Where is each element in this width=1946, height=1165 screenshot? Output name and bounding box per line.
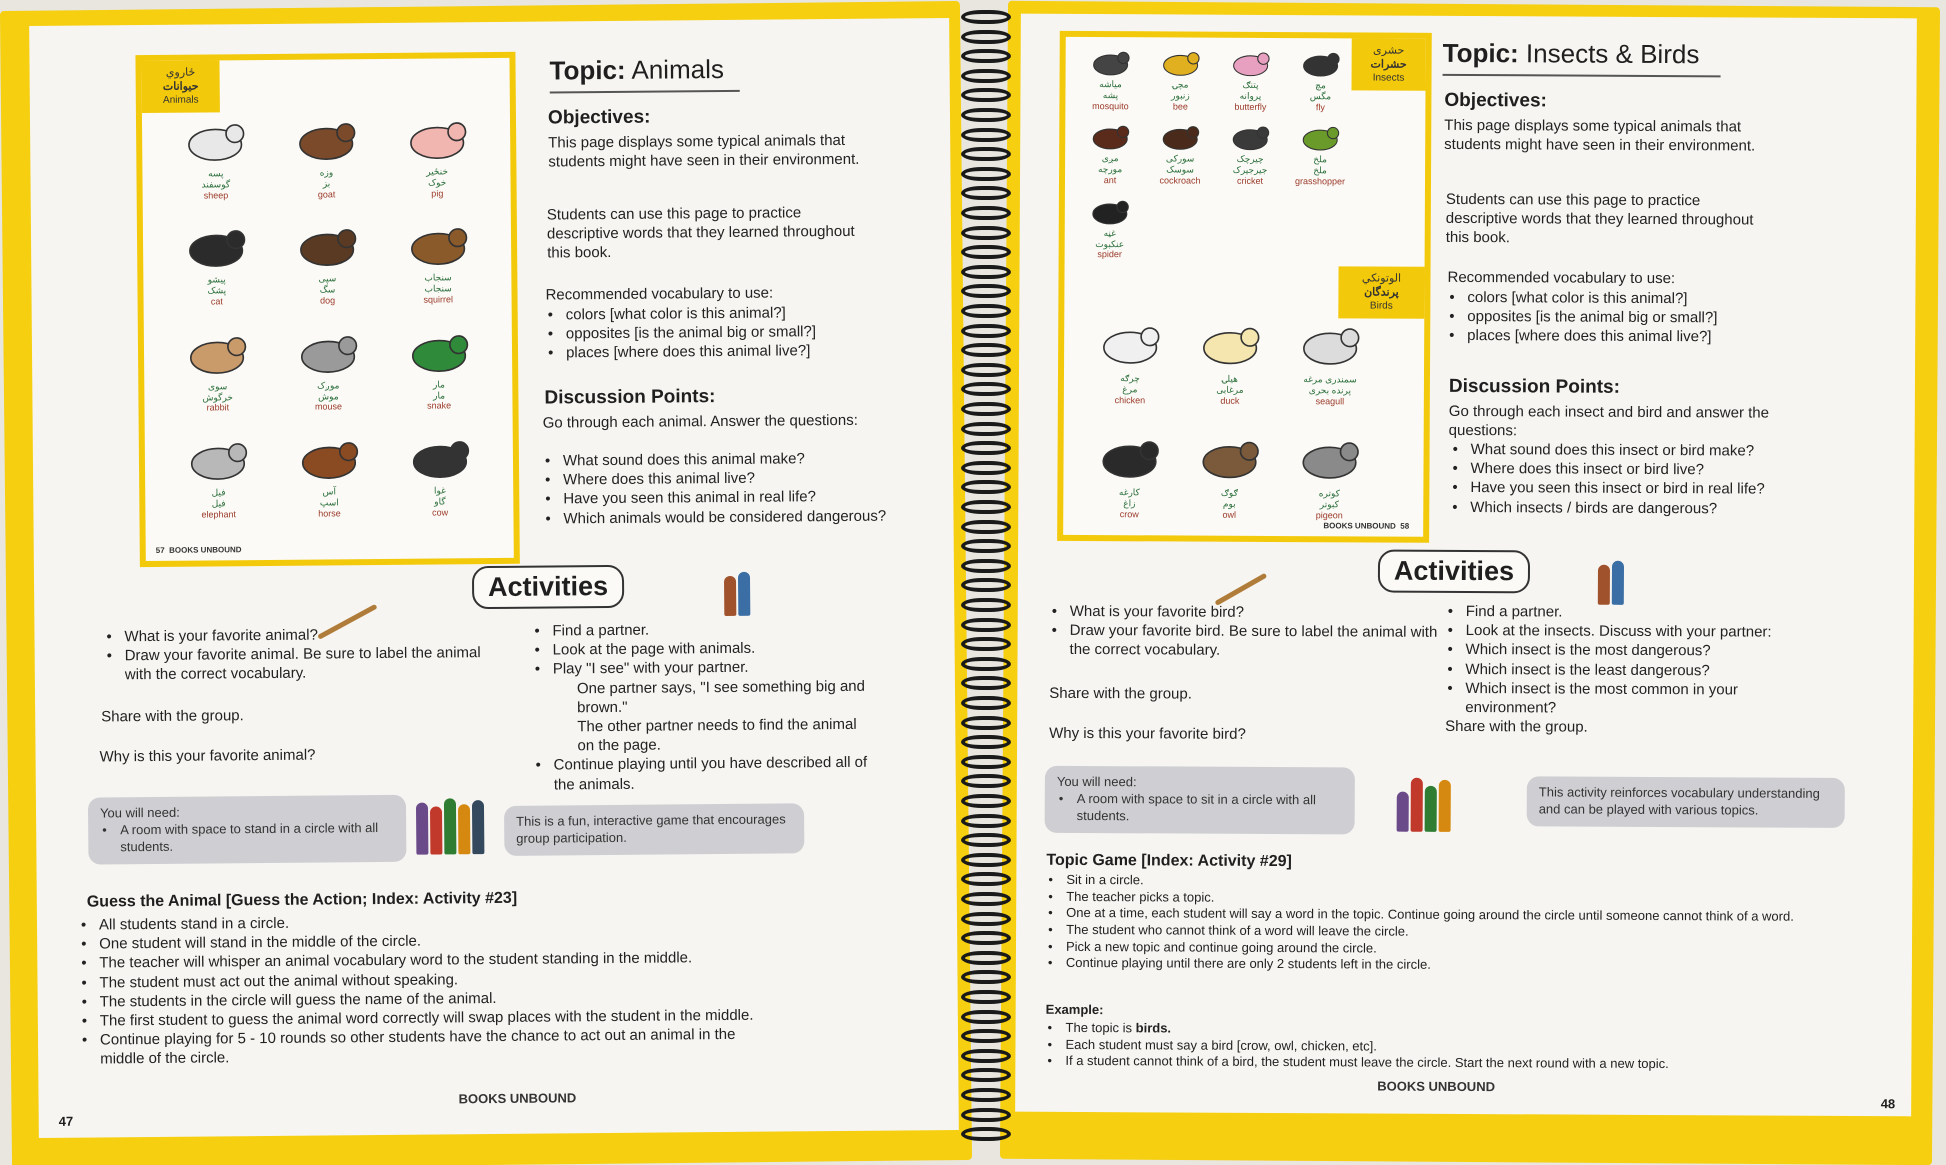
animal-card (1215, 120, 1285, 187)
native-label: سمندری مرغه پرنده بحری (1303, 374, 1357, 396)
spiral-coil (961, 559, 1011, 573)
animal-card (382, 216, 493, 305)
english-label: chicken (1114, 394, 1146, 405)
animal-card (273, 430, 384, 519)
spiral-coil (961, 1088, 1011, 1102)
animal-card (1215, 46, 1285, 113)
english-label: dog (319, 295, 336, 306)
objectives-text-1: This page displays some typical animals that students might have seen in their environment. (1444, 116, 1756, 155)
owl-icon (1194, 428, 1264, 488)
spiral-coil (961, 951, 1011, 965)
vocab-intro: Recommended vocabulary to use: (545, 284, 774, 304)
animal-card (1145, 45, 1215, 112)
poster-tag: ځاروي حیوانات Animals (141, 60, 219, 113)
animal-card (383, 323, 494, 412)
list-item: • Look at the page with animals. (533, 638, 873, 660)
why-text: Why is this your favorite bird? (1049, 724, 1246, 743)
native-label: سپی سگ (318, 273, 337, 295)
spiral-coil (961, 1108, 1011, 1122)
spiral-coil (961, 147, 1011, 161)
animal-card (161, 218, 272, 307)
english-label: horse (318, 508, 341, 519)
spiral-coil (961, 88, 1011, 102)
animal-card (160, 112, 271, 201)
list-item: • Which insects / birds are dangerous? (1450, 497, 1850, 518)
list-item: • Draw your favorite animal. Be sure to label the animal with the correct vocabulary. (105, 643, 485, 685)
rabbit-icon (182, 325, 252, 382)
you-will-need-title: You will need: (99, 804, 180, 821)
list-item: • Continue playing until there are only 2 students left in the circle. (1046, 955, 1866, 976)
animals-poster (135, 52, 519, 567)
native-label: مچ مگس (1309, 80, 1332, 102)
animal-card (162, 325, 273, 414)
list-item: • colors [what color is this animal?] (1447, 288, 1807, 309)
list-item: • Which insect is the most dangerous? (1446, 640, 1826, 661)
english-label: ant (1103, 175, 1117, 186)
native-label: مچۍ زنبور (1171, 79, 1190, 101)
spiral-coil (961, 480, 1011, 494)
list-item: • places [where does this animal live?] (546, 341, 906, 363)
native-label: غوا گاو (433, 485, 446, 507)
poster-footer: BOOKS UNBOUND 58 (1323, 521, 1410, 531)
list-item: • Have you seen this animal in real life? (543, 487, 903, 509)
list-item: • Play "I see" with your partner. (533, 657, 873, 679)
list-item: • Draw your favorite bird. Be sure to label the animal with the correct vocabulary. (1050, 621, 1440, 661)
activities-badge: Activities (472, 565, 624, 609)
animal-card (1180, 314, 1280, 407)
animal-card (381, 110, 492, 199)
animal-card (1285, 46, 1355, 113)
list-item: • Where does this animal live? (543, 468, 903, 490)
spiral-coil (961, 265, 1011, 279)
ant-icon (1087, 119, 1133, 153)
list-item: • Which insect is the least dangerous? (1445, 659, 1825, 680)
native-label: کارغه زاغ (1118, 487, 1140, 509)
spiral-coil (961, 539, 1011, 553)
spiral-coil (961, 696, 1011, 710)
objectives-heading: Objectives: (547, 106, 651, 129)
list-item: • opposites [is the animal big or small?] (1447, 307, 1807, 328)
activity-partner-list (532, 619, 873, 795)
spiral-coil (961, 814, 1011, 828)
cat-icon (181, 218, 251, 275)
game-steps (1046, 872, 1867, 976)
spiral-coil (961, 1029, 1011, 1043)
mosquito-icon (1088, 45, 1134, 79)
list-item: • colors [what color is this animal?] (546, 302, 906, 324)
example-item-2: • Each student must say a bird [crow, owl, chicken, etc]. (1045, 1036, 1865, 1057)
activities-badge: Activities (1378, 550, 1530, 594)
native-label: فیل فیل (211, 487, 226, 509)
list-item: • All students stand in a circle. (79, 910, 759, 935)
reinforce-box: This activity reinforces vocabulary understanding and can be played with various topics. (1527, 776, 1845, 827)
game-heading: Guess the Animal [Guess the Action; Index: Activity #23] (86, 889, 518, 911)
vocab-list (1447, 288, 1807, 347)
horse-icon (294, 430, 364, 487)
discussion-heading: Discussion Points: (544, 386, 716, 409)
native-label: موږک موش (317, 380, 340, 402)
share-text: Share with the group. (101, 707, 244, 726)
english-label: goat (317, 188, 336, 200)
objectives-text-2: Students can use this page to practice descriptive words that they learned throughout this book. (546, 204, 855, 262)
native-label: مږی مورچه (1097, 153, 1123, 175)
native-label: چرګه مرغ (1120, 373, 1140, 395)
title-rule (1443, 74, 1721, 77)
spiral-coil (961, 755, 1011, 769)
fly-icon (1298, 46, 1344, 80)
animal-card (384, 429, 495, 518)
animal-card (271, 111, 382, 200)
spiral-coil (961, 441, 1011, 455)
native-label: ملخ ملخ (1313, 154, 1327, 176)
english-label: seagull (1315, 395, 1345, 406)
spiral-coil (961, 49, 1011, 63)
sheep-icon (180, 112, 250, 169)
spiral-coil (961, 128, 1011, 142)
spiral-coil (961, 1049, 1011, 1063)
vocab-intro: Recommended vocabulary to use: (1447, 268, 1676, 288)
spiral-coil (961, 343, 1011, 357)
list-item: • The first student to guess the animal word correctly will swap places with the student in the middle. (80, 1006, 760, 1031)
native-label: ګوګ بوم (1220, 488, 1238, 509)
animal-card (1075, 45, 1145, 112)
insects-birds-poster (1057, 31, 1432, 543)
seagull-icon (1295, 314, 1365, 374)
list-item: • The teacher picks a topic. (1046, 888, 1866, 909)
english-label: duck (1220, 395, 1240, 406)
spiral-coil (961, 598, 1011, 612)
animal-card (1080, 313, 1180, 406)
english-label: snake (427, 400, 452, 411)
list-item: • The student must act out the animal without speaking. (79, 967, 759, 992)
spiral-coil (961, 833, 1011, 847)
animal-card (1179, 428, 1279, 521)
list-item: • Sit in a circle. (1046, 872, 1866, 893)
objectives-text-1: This page displays some typical animals that students might have seen in their environment. (548, 131, 860, 171)
game-heading: Topic Game [Index: Activity #29] (1046, 851, 1292, 871)
list-item: • What sound does this insect or bird make? (1451, 440, 1851, 461)
butterfly-icon (1228, 46, 1274, 80)
example-list (1045, 1020, 1865, 1074)
cow-icon (404, 429, 474, 486)
bee-icon (1158, 45, 1204, 79)
example-item-3: • If a student cannot think of a bird, the student must leave the circle. Start the next round with a new topic. (1045, 1053, 1865, 1074)
native-label: چیرچک جیرجیرک (1232, 154, 1268, 176)
spiral-coil (961, 226, 1011, 240)
spiral-coil (961, 872, 1011, 886)
spiral-coil (961, 912, 1011, 926)
animal-card (1075, 194, 1145, 261)
activity-draw-list (1050, 602, 1440, 662)
native-label: کوتره کبوتر (1318, 488, 1340, 510)
english-label: owl (1222, 509, 1237, 520)
crow-icon (1094, 427, 1164, 487)
spiral-coil (961, 304, 1011, 318)
spiral-coil (961, 637, 1011, 651)
native-label: سورکی سوسک (1165, 153, 1195, 175)
spiral-coil (961, 774, 1011, 788)
insects-tag: حشری حشرات Insects (1351, 38, 1425, 90)
list-item: • Which insect is the most common in your environment? (1445, 679, 1825, 719)
animal-card (163, 431, 274, 520)
animal-card (1280, 314, 1380, 407)
list-item: • The student who cannot think of a word will leave the circle. (1046, 922, 1866, 943)
spiral-coil (961, 657, 1011, 671)
spiral-coil (961, 324, 1011, 338)
spiral-coil (961, 1127, 1011, 1141)
birds-tag: الوتونکي پرندگان Birds (1338, 266, 1424, 318)
activity-partner-list (1445, 602, 1826, 738)
game-steps (79, 910, 760, 1069)
english-label: fly (1315, 101, 1325, 112)
native-label: وزه بز (319, 167, 334, 189)
english-label: cockroach (1159, 175, 1201, 186)
english-label: pigeon (1315, 510, 1343, 521)
english-label: mouse (314, 401, 343, 412)
list-item: • What is your favorite animal? (104, 624, 484, 647)
title-rule (550, 90, 740, 94)
why-text: Why is this your favorite animal? (99, 746, 316, 766)
list-item: • One at a time, each student will say a word in the topic. Continue going around the circle until someone cannot think of a word. (1046, 905, 1866, 926)
elephant-icon (183, 431, 253, 488)
grasshopper-icon (1297, 121, 1343, 155)
animal-card (1279, 428, 1379, 521)
page-title: Topic: Animals (549, 53, 725, 86)
native-label: هیلۍ مرغابی (1216, 373, 1244, 395)
list-item: • Find a partner. (532, 619, 872, 641)
native-label: خنځیر خوک (426, 166, 449, 188)
native-label: غڼه عنکبوت (1095, 227, 1125, 249)
english-label: cat (210, 296, 223, 307)
goat-icon (291, 111, 361, 168)
animal-card (272, 324, 383, 413)
spiral-coil (961, 853, 1011, 867)
list-item: • opposites [is the animal big or small?] (546, 322, 906, 344)
spiral-coil (961, 578, 1011, 592)
english-label: cricket (1236, 175, 1264, 186)
squirrel-icon (403, 217, 473, 274)
list-item: • What sound does this animal make? (543, 448, 903, 470)
page-48 (1015, 14, 1917, 1117)
page-title: Topic: Insects & Birds (1442, 37, 1700, 70)
discussion-list (1450, 440, 1850, 519)
native-label: پسه گوسفند (201, 168, 231, 190)
spiral-coil (961, 618, 1011, 632)
you-will-need-box (88, 795, 407, 864)
partners-icon (1598, 561, 1624, 605)
share-right: Share with the group. (1445, 718, 1588, 736)
list-item: • The teacher will whisper an animal vocabulary word to the student standing in the middle. (79, 948, 759, 973)
animal-card (1145, 120, 1215, 187)
pigeon-icon (1294, 428, 1364, 488)
bird-grid (1079, 313, 1380, 521)
discussion-heading: Discussion Points: (1448, 375, 1621, 398)
english-label: pig (431, 188, 444, 199)
list-item: • Pick a new topic and continue going around the circle. (1046, 938, 1866, 959)
group-icon (416, 798, 484, 855)
animal-card (1075, 119, 1145, 186)
fun-game-box: This is a fun, interactive game that encourages group participation. (504, 803, 804, 855)
you-will-need-box (1045, 766, 1355, 834)
native-label: سنجاب سنجاب (424, 272, 452, 294)
spiral-coil (961, 382, 1011, 396)
english-label: mosquito (1092, 100, 1129, 111)
example-label: Example: (1045, 1001, 1104, 1018)
spiral-coil (961, 735, 1011, 749)
spiral-coil (961, 931, 1011, 945)
animal-card (1079, 427, 1179, 520)
page-47 (29, 18, 959, 1138)
native-label: میاشه پشه (1099, 79, 1122, 100)
mouse-icon (293, 324, 363, 381)
spider-icon (1087, 194, 1133, 228)
partner-last: • Continue playing until you have described all of the animals. (534, 753, 874, 794)
spiral-coil (961, 186, 1011, 200)
english-label: rabbit (206, 402, 230, 413)
animal-card (1285, 120, 1355, 187)
books-unbound-logo: BOOKS UNBOUND (458, 1090, 577, 1107)
english-label: crow (1119, 509, 1139, 520)
spiral-coil (961, 892, 1011, 906)
native-label: پیشو پشک (207, 274, 227, 296)
activity-draw-list (104, 624, 484, 685)
list-item: • places [where does this animal live?] (1447, 326, 1807, 347)
partner-sub-2: The other partner needs to find the animal on the page. (577, 715, 857, 755)
spiral-coil (961, 422, 1011, 436)
spiral-coil (961, 794, 1011, 808)
books-unbound-logo: BOOKS UNBOUND (1377, 1078, 1496, 1095)
discussion-intro: Go through each insect and bird and answer the questions: (1448, 402, 1770, 440)
spiral-coil (961, 10, 1011, 24)
you-will-need-item: • A room with space to stand in a circle with all students. (100, 820, 394, 856)
english-label: squirrel (423, 294, 454, 305)
spiral-coil (961, 461, 1011, 475)
list-item: • Have you seen this insect or bird in real life? (1450, 478, 1850, 499)
page-number: 47 (58, 1113, 74, 1129)
you-will-need-title: You will need: (1056, 773, 1137, 790)
spiral-coil (961, 167, 1011, 181)
pig-icon (402, 110, 472, 167)
discussion-intro: Go through each animal. Answer the questions: (542, 411, 858, 432)
spiral-coil (961, 990, 1011, 1004)
english-label: butterfly (1234, 101, 1267, 112)
list-item: • What is your favorite bird? (1050, 602, 1440, 623)
objectives-heading: Objectives: (1444, 89, 1547, 112)
objectives-text-2: Students can use this page to practice descriptive words that they learned throughout this book. (1445, 190, 1754, 247)
spiral-coil (961, 1010, 1011, 1024)
native-label: سوی خرگوش (202, 381, 233, 403)
native-label: مار مار (432, 379, 446, 401)
insect-grid (1075, 45, 1356, 262)
list-item: • Which animals would be considered dangerous? (543, 506, 903, 528)
spiral-coil (961, 363, 1011, 377)
english-label: spider (1097, 249, 1122, 260)
spiral-coil (961, 402, 1011, 416)
spiral-coil (961, 520, 1011, 534)
dog-icon (292, 218, 362, 275)
chicken-icon (1095, 313, 1165, 373)
english-label: sheep (203, 189, 229, 201)
example-item-1: • The topic is birds. (1046, 1020, 1866, 1041)
snake-icon (403, 323, 473, 380)
cricket-icon (1227, 120, 1273, 154)
partner-sub-1: One partner says, "I see something big and brown." (576, 677, 866, 717)
list-item: • Where does this insect or bird live? (1450, 459, 1850, 480)
native-label: آس اسپ (319, 486, 339, 508)
spiral-coil (961, 676, 1011, 690)
english-label: elephant (201, 509, 237, 520)
animal-card (272, 217, 383, 306)
group-icon (1397, 778, 1451, 832)
spiral-coil (961, 245, 1011, 259)
vocab-list (546, 302, 906, 363)
english-label: grasshopper (1294, 176, 1346, 187)
list-item: • Look at the insects. Discuss with your partner: (1446, 621, 1826, 642)
you-will-need-item: • A room with space to sit in a circle with all students. (1057, 791, 1343, 826)
spiral-coil (961, 970, 1011, 984)
spiral-coil (961, 206, 1011, 220)
duck-icon (1195, 314, 1265, 374)
partners-icon (724, 572, 750, 616)
discussion-list (543, 448, 904, 528)
native-label: پتنګ پروانه (1239, 79, 1262, 101)
list-item: • The students in the circle will guess the name of the animal. (80, 986, 760, 1011)
share-text: Share with the group. (1049, 684, 1192, 703)
cockroach-icon (1157, 120, 1203, 154)
spiral-coil (961, 500, 1011, 514)
spiral-binding (955, 0, 1015, 1165)
poster-footer: 57 BOOKS UNBOUND (155, 545, 242, 555)
animal-grid (160, 110, 496, 520)
list-item: • Continue playing for 5 - 10 rounds so other students have the chance to act out an animal in the middle of the circle. (80, 1025, 760, 1069)
pencil-icon (1214, 573, 1267, 606)
list-item: • Find a partner. (1446, 602, 1826, 623)
spiral-coil (961, 30, 1011, 44)
english-label: bee (1172, 101, 1188, 112)
spiral-coil (961, 108, 1011, 122)
spiral-coil (961, 716, 1011, 730)
spiral-coil (961, 69, 1011, 83)
spiral-coil (961, 1068, 1011, 1082)
list-item: • One student will stand in the middle of the circle. (79, 929, 759, 954)
spiral-coil (961, 284, 1011, 298)
page-number: 48 (1880, 1096, 1896, 1112)
english-label: cow (432, 507, 449, 518)
